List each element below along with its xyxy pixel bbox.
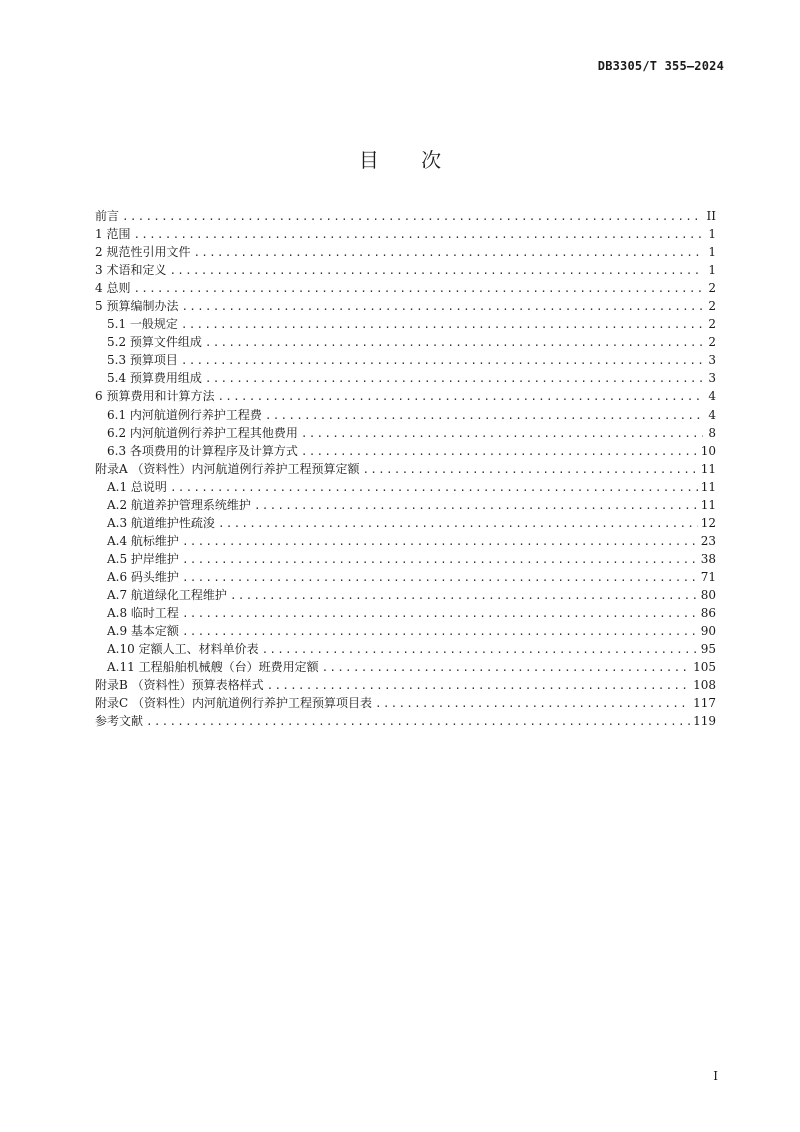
toc-dot-leader bbox=[230, 587, 698, 605]
toc-entry-page: 119 bbox=[693, 714, 716, 729]
toc-entry[interactable] bbox=[95, 207, 716, 225]
toc-dot-leader bbox=[182, 569, 698, 587]
toc-entry[interactable] bbox=[95, 243, 716, 261]
toc-dot-leader bbox=[193, 244, 703, 262]
toc-entry-page: 4 bbox=[708, 389, 716, 404]
toc-entry-label: A.10 定额人工、材料单价表 bbox=[107, 642, 259, 657]
toc-dot-leader bbox=[375, 695, 690, 713]
toc-entry-page: 117 bbox=[693, 696, 716, 711]
toc-entry-page: 71 bbox=[700, 569, 716, 584]
toc-dot-leader bbox=[182, 533, 698, 551]
toc-dot-leader bbox=[182, 551, 698, 569]
toc-entry[interactable] bbox=[95, 640, 716, 658]
toc-entry-label: 前言 bbox=[95, 209, 120, 223]
toc-dot-leader bbox=[205, 334, 703, 352]
toc-entry-page: 11 bbox=[700, 479, 716, 494]
toc-entry[interactable] bbox=[95, 514, 716, 532]
document-code: DB3305/T 355—2024 bbox=[597, 59, 724, 73]
toc-entry-page: 1 bbox=[708, 263, 716, 278]
toc-dot-leader bbox=[322, 659, 691, 677]
toc-entry-page: 23 bbox=[700, 533, 716, 548]
toc-dot-leader bbox=[146, 713, 690, 731]
toc-entry-page: 4 bbox=[708, 407, 716, 422]
toc-entry[interactable] bbox=[95, 225, 716, 243]
toc-dot-leader bbox=[267, 677, 690, 695]
toc-entry-label: 1 范围 bbox=[95, 227, 131, 242]
toc-entry[interactable] bbox=[95, 496, 716, 514]
toc-entry-label: A.9 基本定额 bbox=[107, 624, 179, 639]
toc-entry-label: 4 总则 bbox=[95, 281, 131, 296]
toc-entry[interactable] bbox=[95, 333, 716, 351]
toc-entry-page: 95 bbox=[700, 642, 716, 657]
page-number: I bbox=[713, 1069, 718, 1083]
toc-entry-label: 5.3 预算项目 bbox=[107, 353, 178, 368]
toc-entry-label: 5.1 一般规定 bbox=[107, 317, 178, 332]
toc-entry[interactable] bbox=[95, 387, 716, 405]
toc-dot-leader bbox=[122, 208, 703, 226]
toc-entry-label: A.1 总说明 bbox=[107, 479, 167, 494]
toc-entry-label: 参考文献 bbox=[95, 714, 144, 729]
toc-entry[interactable] bbox=[95, 297, 716, 315]
toc-entry-label: 6.2 内河航道例行养护工程其他费用 bbox=[107, 425, 298, 440]
toc-entry-label: 附录A （资料性）内河航道例行养护工程预算定额 bbox=[95, 461, 360, 476]
toc-entry[interactable] bbox=[95, 315, 716, 333]
toc-entry-page: II bbox=[706, 209, 716, 223]
toc-entry-page: 2 bbox=[708, 281, 716, 296]
toc-entry-page: 1 bbox=[708, 227, 716, 242]
toc-entry-page: 2 bbox=[708, 335, 716, 350]
page-title: 目 次 bbox=[358, 148, 460, 172]
toc-entry[interactable] bbox=[95, 568, 716, 586]
toc-dot-leader bbox=[301, 425, 703, 443]
toc-entry-label: 5.4 预算费用组成 bbox=[107, 371, 202, 386]
toc-entry-page: 38 bbox=[700, 551, 716, 566]
toc-entry-label: A.7 航道绿化工程维护 bbox=[107, 587, 227, 602]
toc-entry[interactable] bbox=[95, 369, 716, 387]
toc-entry-page: 1 bbox=[708, 245, 716, 260]
toc-entry-label: A.3 航道维护性疏浚 bbox=[107, 515, 215, 530]
toc-entry-page: 90 bbox=[700, 624, 716, 639]
toc-entry-label: 6.3 各项费用的计算程序及计算方式 bbox=[107, 443, 298, 458]
toc-entry[interactable] bbox=[95, 261, 716, 279]
toc-entry-page: 2 bbox=[708, 299, 716, 314]
toc-entry-page: 12 bbox=[700, 515, 716, 530]
toc-entry-label: A.8 临时工程 bbox=[107, 606, 179, 621]
toc-entry-page: 86 bbox=[700, 606, 716, 621]
toc-dot-leader bbox=[182, 623, 698, 641]
toc-entry-page: 8 bbox=[708, 425, 716, 440]
toc-entry-label: A.5 护岸维护 bbox=[107, 551, 179, 566]
toc-entry-page: 105 bbox=[693, 660, 716, 675]
toc-entry[interactable] bbox=[95, 622, 716, 640]
toc-entry[interactable] bbox=[95, 460, 716, 478]
toc-entry[interactable] bbox=[95, 532, 716, 550]
toc-entry[interactable] bbox=[95, 550, 716, 568]
toc-entry[interactable] bbox=[95, 676, 716, 694]
toc-dot-leader bbox=[170, 479, 698, 497]
toc-entry-label: A.11 工程船舶机械艘（台）班费用定额 bbox=[107, 660, 319, 675]
toc-dot-leader bbox=[254, 497, 698, 515]
table-of-contents bbox=[95, 207, 716, 730]
toc-entry-page: 3 bbox=[708, 371, 716, 386]
toc-entry-page: 108 bbox=[693, 678, 716, 693]
toc-dot-leader bbox=[181, 298, 703, 316]
toc-dot-leader bbox=[262, 641, 698, 659]
toc-dot-leader bbox=[301, 443, 698, 461]
toc-dot-leader bbox=[218, 515, 698, 533]
toc-entry[interactable] bbox=[95, 658, 716, 676]
toc-dot-leader bbox=[169, 262, 703, 280]
toc-dot-leader bbox=[265, 407, 703, 425]
toc-entry-page: 10 bbox=[700, 443, 716, 458]
toc-dot-leader bbox=[217, 388, 703, 406]
toc-entry[interactable] bbox=[95, 694, 716, 712]
toc-dot-leader bbox=[362, 461, 697, 479]
toc-entry-label: A.4 航标维护 bbox=[107, 533, 179, 548]
toc-entry-label: 附录B （资料性）预算表格样式 bbox=[95, 678, 264, 693]
toc-entry[interactable] bbox=[95, 712, 716, 730]
toc-entry[interactable] bbox=[95, 279, 716, 297]
toc-entry-label: 3 术语和定义 bbox=[95, 263, 167, 278]
toc-entry-label: 5 预算编制办法 bbox=[95, 299, 179, 314]
toc-entry-page: 80 bbox=[700, 587, 716, 602]
toc-entry-label: A.2 航道养护管理系统维护 bbox=[107, 497, 251, 512]
toc-entry[interactable] bbox=[95, 478, 716, 496]
toc-entry[interactable] bbox=[95, 442, 716, 460]
toc-dot-leader bbox=[181, 316, 703, 334]
toc-entry[interactable] bbox=[95, 424, 716, 442]
toc-dot-leader bbox=[133, 280, 703, 298]
toc-dot-leader bbox=[181, 352, 703, 370]
toc-entry-page: 11 bbox=[700, 497, 716, 512]
toc-entry[interactable] bbox=[95, 351, 716, 369]
toc-entry-page: 3 bbox=[708, 353, 716, 368]
toc-entry-label: 6 预算费用和计算方法 bbox=[95, 389, 215, 404]
toc-dot-leader bbox=[133, 226, 703, 244]
toc-entry-page: 11 bbox=[700, 461, 716, 476]
toc-entry-label: A.6 码头维护 bbox=[107, 569, 179, 584]
toc-entry-label: 附录C （资料性）内河航道例行养护工程预算项目表 bbox=[95, 696, 372, 711]
toc-entry[interactable] bbox=[95, 406, 716, 424]
toc-entry-label: 2 规范性引用文件 bbox=[95, 245, 191, 260]
toc-entry[interactable] bbox=[95, 604, 716, 622]
toc-entry-page: 2 bbox=[708, 317, 716, 332]
toc-entry-label: 5.2 预算文件组成 bbox=[107, 335, 202, 350]
toc-entry-label: 6.1 内河航道例行养护工程费 bbox=[107, 407, 262, 422]
toc-dot-leader bbox=[182, 605, 698, 623]
toc-dot-leader bbox=[205, 370, 703, 388]
toc-entry[interactable] bbox=[95, 586, 716, 604]
